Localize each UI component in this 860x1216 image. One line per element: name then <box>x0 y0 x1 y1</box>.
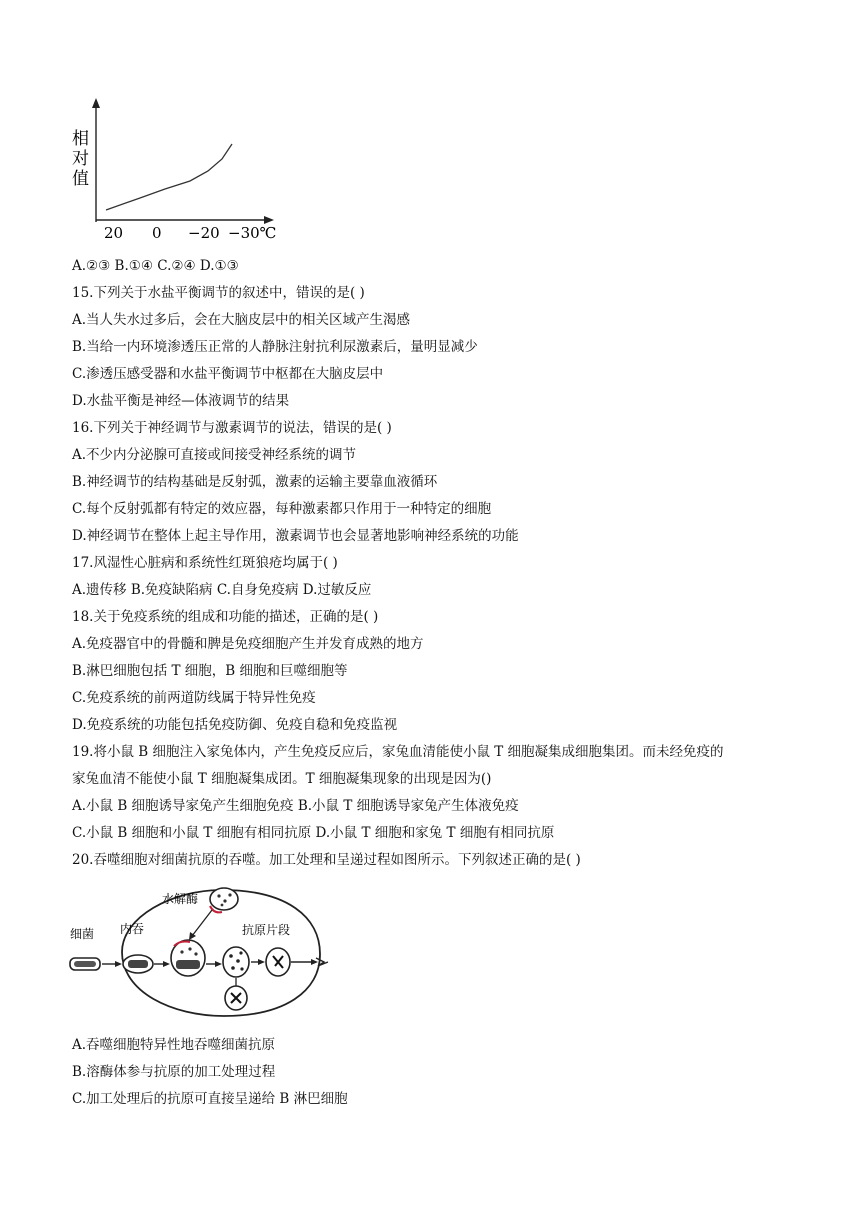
fragment-dot <box>231 966 235 970</box>
engulfed-bacterium <box>128 960 148 968</box>
q20-option-b: B.溶酶体参与抗原的加工处理过程 <box>72 1064 276 1080</box>
q17-options: A.遗传移 B.免疫缺陷病 C.自身免疫病 D.过敏反应 <box>72 582 372 598</box>
arrowhead <box>215 961 222 967</box>
relative-value-curve <box>106 144 232 210</box>
q18-option-b: B.淋巴细胞包括 T 细胞，B 细胞和巨噬细胞等 <box>72 663 348 679</box>
q18-option-d: D.免疫系统的功能包括免疫防御、免疫自稳和免疫监视 <box>72 717 398 733</box>
q20-option-a: A.吞噬细胞特异性地吞噬细菌抗原 <box>72 1037 276 1053</box>
endocytosis-label: 内吞 <box>120 922 145 936</box>
q17-stem: 17.风湿性心脏病和系统性红斑狼疮均属于( ) <box>72 555 338 571</box>
arrowhead <box>258 959 265 965</box>
arrowhead <box>115 961 122 967</box>
arrowhead <box>163 961 170 967</box>
q19-stem-line-2: 家兔血清不能使小鼠 T 细胞凝集成团。T 细胞凝集现象的出现是因为() <box>72 771 492 787</box>
antigen-fragment-label: 抗原片段 <box>242 923 291 937</box>
digestion-dot <box>188 947 191 950</box>
y-label-char-2: 对 <box>72 149 89 169</box>
q16-option-c: C.每个反射弧都有特定的效应器，每种激素都只作用于一种特定的细胞 <box>72 501 492 517</box>
degradation-vesicle <box>223 947 249 977</box>
digesting-bacterium <box>176 960 200 969</box>
fragment-dot <box>229 954 233 958</box>
digestion-dot <box>180 950 183 953</box>
relative-value-graph <box>60 92 290 252</box>
q20-option-c: C.加工处理后的抗原可直接呈递给 B 淋巴细胞 <box>72 1091 348 1107</box>
q16-option-d: D.神经调节在整体上起主导作用，激素调节也会显著地影响神经系统的功能 <box>72 528 519 544</box>
q20-stem: 20.吞噬细胞对细菌抗原的吞噬。加工处理和呈递过程如图所示。下列叙述正确的是( ) <box>72 852 581 868</box>
q15-option-d: D.水盐平衡是神经—体液调节的结果 <box>72 393 290 409</box>
hydrolase-label: 水解酶 <box>162 892 199 906</box>
lysosome-dot <box>217 894 220 897</box>
q14-options: A.②③ B.①④ C.②④ D.①③ <box>72 258 239 274</box>
x-tick-label: −20 <box>188 224 220 242</box>
q18-stem: 18.关于免疫系统的组成和功能的描述，正确的是( ) <box>72 609 379 625</box>
lysosome-dot <box>221 904 224 907</box>
fragment-dot <box>240 967 243 970</box>
q18-option-c: C.免疫系统的前两道防线属于特异性免疫 <box>72 690 316 706</box>
y-label-char-3: 值 <box>72 169 89 189</box>
bacteria-label: 细菌 <box>70 927 95 941</box>
arrow-lysosome-to-phagolysosome <box>192 910 212 936</box>
lysosome-dot <box>223 899 226 902</box>
q16-option-b: B.神经调节的结构基础是反射弧，激素的运输主要靠血液循环 <box>72 474 438 490</box>
bacterium-inner <box>74 961 96 967</box>
q15-option-a: A.当人失水过多后，会在大脑皮层中的相关区域产生渴感 <box>72 312 411 328</box>
q19-options-line-2: C.小鼠 B 细胞和小鼠 T 细胞有相同抗原 D.小鼠 T 细胞和家兔 T 细胞有相同抗原 <box>72 825 555 841</box>
q18-option-a: A.免疫器官中的骨髓和脾是免疫细胞产生并发育成熟的地方 <box>72 636 424 652</box>
x-tick-label: 20 <box>104 224 124 242</box>
q15-option-b: B.当给一内环境渗透压正常的人静脉注射抗利尿激素后，量明显减少 <box>72 339 478 355</box>
y-label-char-1: 相 <box>72 129 89 149</box>
q16-stem: 16.下列关于神经调节与激素调节的说法，错误的是( ) <box>72 420 392 436</box>
q19-stem-line-1: 19.将小鼠 B 细胞注入家兔体内，产生免疫反应后，家兔血清能使小鼠 T 细胞凝集成细胞集团。而未经免疫的 <box>72 744 724 760</box>
x-axis-arrow <box>264 216 274 224</box>
x-tick-label: −30℃ <box>228 224 277 242</box>
y-axis-arrow <box>92 98 100 108</box>
q19-options-line-1: A.小鼠 B 细胞诱导家兔产生细胞免疫 B.小鼠 T 细胞诱导家兔产生体液免疫 <box>72 798 519 814</box>
lysosome <box>210 888 238 910</box>
phagocyte-antigen-processing-diagram <box>62 882 334 1022</box>
digestion-dot <box>194 952 197 955</box>
lysosome-dot <box>228 893 231 896</box>
x-tick-label: 0 <box>152 224 162 242</box>
fragment-dot <box>236 959 240 963</box>
arrowhead <box>311 959 318 965</box>
q16-option-a: A.不少内分泌腺可直接或间接受神经系统的调节 <box>72 447 357 463</box>
fragment-dot <box>239 951 242 954</box>
q15-option-c: C.渗透压感受器和水盐平衡调节中枢都在大脑皮层中 <box>72 366 384 382</box>
q15-stem: 15.下列关于水盐平衡调节的叙述中，错误的是( ) <box>72 285 365 301</box>
